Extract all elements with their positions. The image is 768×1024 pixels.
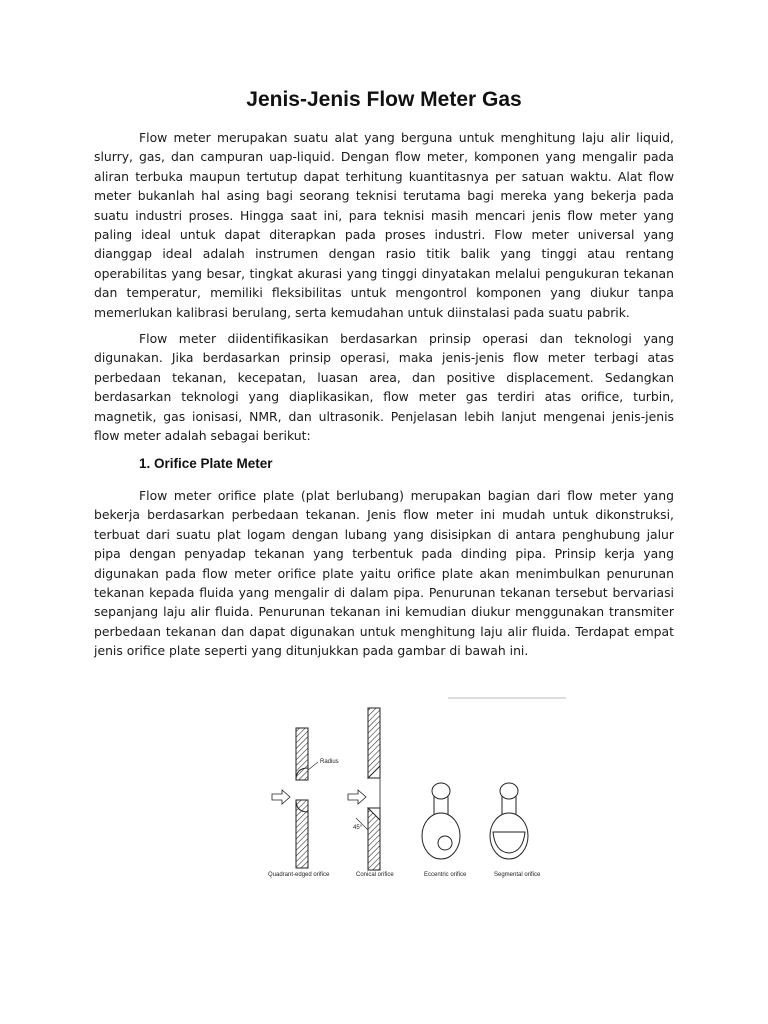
radius-label: Radius <box>320 759 339 765</box>
caption-segmental: Segmental orifice <box>494 872 541 878</box>
conical-orifice-drawing <box>348 708 394 878</box>
flow-arrow-icon <box>272 790 290 804</box>
paragraph-classification: Flow meter diidentifikasikan berdasarkan prinsip operasi dan teknologi yang digunakan. Jika berdasarkan prinsip operasi, maka jenis-jenis flow meter terbagi atas perbedaan tekanan, kecepatan, luasan area, dan positive displacement. Sedangkan berdasarkan teknologi yang diaplikasikan, flow meter gas terdiri atas orifice, turbin, magnetik, gas ionisasi, NMR, dan ultrasonik. Penjelasan lebih lanjut mengenai jenis-jenis flow meter adalah sebagai berikut: <box>94 331 674 444</box>
paragraph-orifice-plate: Flow meter orifice plate (plat berlubang) merupakan bagian dari flow meter yang bekerja berdasarkan perbedaan tekanan. Jenis flow meter ini mudah untuk dikonstruksi, terbuat dari suatu plat logam dengan lubang yang disisipkan di antara penghubung jalur pipa dengan penyadap tekanan yang terbentuk pada dinding pipa. Prinsip kerja yang digunakan pada flow meter orifice plate yaitu orifice plate akan menimbulkan penurunan tekanan kepada fluida yang mengalir di dalam pipa. Penurunan tekanan tersebut bervariasi sepanjang laju alir fluida. Penurunan tekanan ini kemudian diukur menggunakan transmiter perbedaan tekanan dan dapat digunakan untuk menghitung laju alir fluida. Terdapat empat jenis orifice plate seperti yang ditunjukkan pada gambar di bawah ini. <box>94 488 674 659</box>
caption-conical: Conical orifice <box>356 872 394 878</box>
page-title: Jenis-Jenis Flow Meter Gas <box>246 88 522 111</box>
caption-eccentric: Eccentric orifice <box>424 872 467 878</box>
caption-quadrant-edged: Quadrant-edged orifice <box>268 872 330 878</box>
quadrant-edged-orifice-drawing <box>268 728 339 878</box>
segmental-orifice-drawing <box>490 783 541 878</box>
orifice-plate-figure <box>258 690 578 885</box>
flow-arrow-icon <box>348 790 366 804</box>
paragraph-intro: Flow meter merupakan suatu alat yang berguna untuk menghitung laju alir liquid, slurry, gas, dan campuran uap-liquid. Dengan flow meter, komponen yang mengalir pada aliran terbuka maupun tertutup dapat terhitung kuantitasnya per satuan waktu. Alat flow meter bukanlah hal asing bagi seorang teknisi terutama bagi mereka yang bekerja pada suatu industri proses. Hingga saat ini, para teknisi masih mencari jenis flow meter yang paling ideal untuk dapat diterapkan pada proses industri. Flow meter universal yang dianggap ideal adalah instrumen dengan rasio titik balik yang tinggi atau rentang operabilitas yang besar, tingkat akurasi yang tinggi dinyatakan melalui pengukuran tekanan dan temperatur, memiliki fleksibilitas untuk mengontrol komponen yang diukur tanpa memerlukan kalibrasi berulang, serta kemudahan untuk diinstalasi pada suatu pabrik. <box>94 130 674 320</box>
section-heading-orifice: 1. Orifice Plate Meter <box>139 456 273 471</box>
angle-label: 45° <box>353 825 363 831</box>
eccentric-orifice-drawing <box>422 783 467 878</box>
